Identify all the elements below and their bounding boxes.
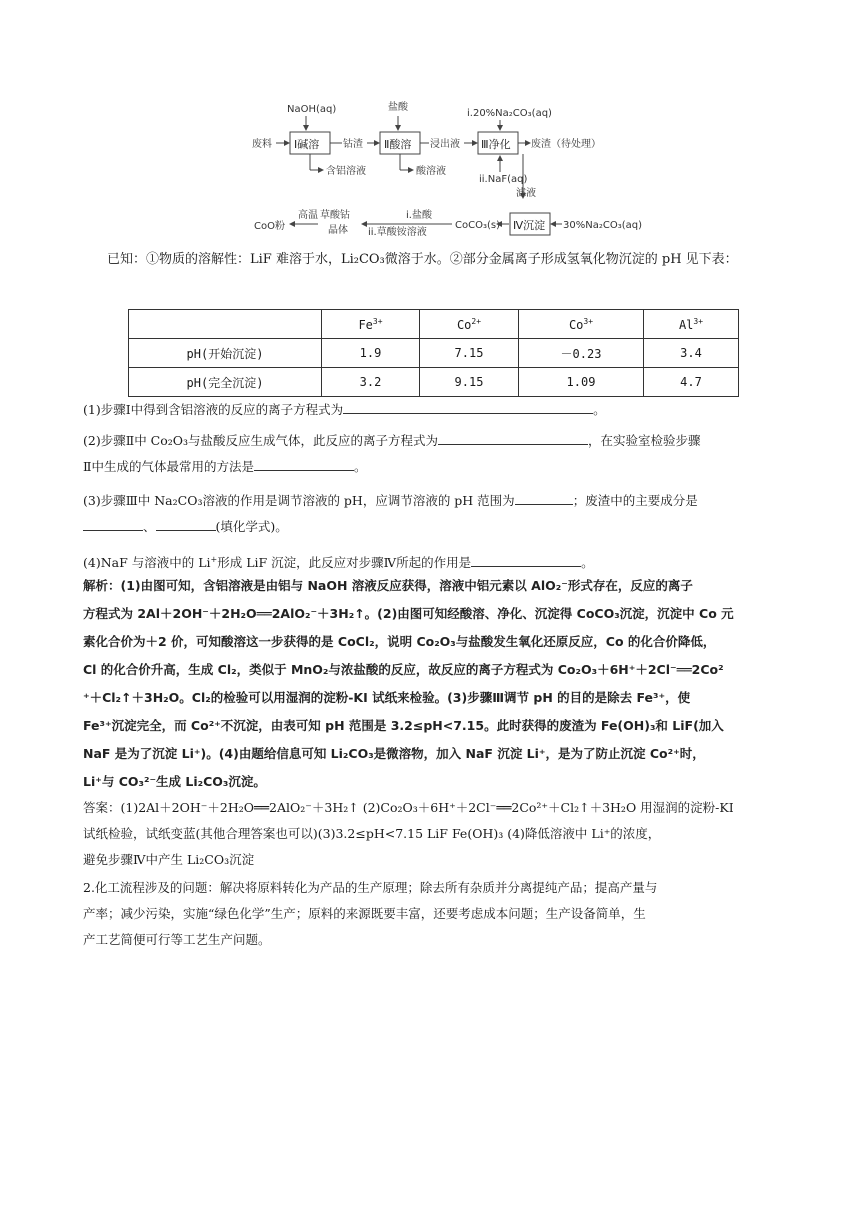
label-waste-residue: 废渣（待处理） — [531, 139, 601, 150]
table-header-cell: $Al^{3+}$ — [644, 310, 739, 339]
analysis-line: Fe³⁺沉淀完全，而 Co²⁺不沉淀，由表可知 pH 范围是 3.2≤pH<7.15。此时获得的废渣为 Fe(OH)₃和 LiF(加入 — [83, 718, 724, 733]
label-filtrate: 滤液 — [516, 188, 536, 199]
answer-blank[interactable] — [83, 516, 143, 531]
answer-line: 试纸检验，试纸变蓝(其他合理答案也可以)(3)3.2≤pH<7.15 LiF Fe(OH)₃ (4)降低溶液中 Li⁺的浓度， — [83, 826, 661, 841]
point-line: 产率；减少污染，实施“绿色化学”生产；原料的来源既要丰富，还要考虑成本问题；生产设备简单，生 — [83, 906, 646, 921]
answer-blank[interactable] — [515, 490, 573, 505]
analysis-line: 方程式为 2Al＋2OH⁻＋2H₂O══2AlO₂⁻＋3H₂↑。(2)由图可知经酸溶、净化、沉淀得 CoCO₃沉淀，沉淀中 Co 元 — [83, 606, 734, 621]
analysis-line: 解析：(1)由图可知，含铝溶液是由铝与 NaOH 溶液反应获得，溶液中铝元素以 AlO₂⁻形式存在，反应的离子 — [83, 578, 693, 593]
answer-line: 避免步骤Ⅳ中产生 Li₂CO₃沉淀 — [83, 852, 255, 867]
answer-line: 答案：(1)2Al＋2OH⁻＋2H₂O══2AlO₂⁻＋3H₂↑ (2)Co₂O₃＋6H⁺＋2Cl⁻══2Co²⁺＋Cl₂↑＋3H₂O 用湿润的淀粉-KI — [83, 800, 734, 815]
section-point-2 — [83, 875, 783, 953]
reagent-na2co3-20: i.20%Na₂CO₃(aq) — [467, 108, 552, 119]
table-header-cell: $Co^{2+}$ — [420, 310, 519, 339]
table-header-row — [129, 310, 739, 339]
analysis-line: 素化合价为＋2 价，可知酸溶这一步获得的是 CoCl₂，说明 Co₂O₃与盐酸发生氧化还原反应，Co 的化合价降低， — [83, 634, 716, 649]
table-row — [129, 368, 739, 397]
reagent-na2co3-30: 30%Na₂CO₃(aq) — [563, 220, 642, 231]
table-cell: 3.4 — [644, 339, 739, 368]
point-line: 产工艺简便可行等工艺生产问题。 — [83, 932, 271, 947]
label-cobalt-residue: 钴渣 — [343, 139, 363, 150]
question-4: (4)NaF 与溶液中的 Li+形成 LiF 沉淀，此反应对步骤Ⅳ所起的作用是 。 — [83, 547, 783, 576]
table-cell: pH(完全沉淀) — [129, 368, 322, 397]
label-coo-powder: CoO粉 — [254, 221, 285, 232]
label-crystal: 晶体 — [328, 225, 348, 236]
reagent-naoh: NaOH(aq) — [287, 104, 337, 115]
table-header-cell: $Fe^{3+}$ — [322, 310, 420, 339]
process-flow-diagram — [0, 0, 860, 240]
known-conditions: 已知：①物质的溶解性：LiF 难溶于水，Li₂CO₃微溶于水。②部分金属离子形成氢氧化物沉淀的 pH 见下表： — [107, 252, 738, 267]
reagent-hcl: 盐酸 — [388, 102, 408, 113]
reagent-hcl-2: i.盐酸 — [406, 210, 432, 221]
step-1-label: Ⅰ碱溶 — [294, 138, 320, 151]
label-coco3: CoCO₃(s) — [455, 220, 500, 231]
table-header-cell: $Co^{3+}$ — [519, 310, 644, 339]
analysis-block — [83, 572, 783, 796]
step-2-label: Ⅱ酸溶 — [384, 138, 412, 151]
label-aluminum-solution: 含铝溶液 — [326, 166, 366, 177]
question-2: (2)步骤Ⅱ中 Co₂O₃与盐酸反应生成气体，此反应的离子方程式为 ，在实验室检验步骤 Ⅱ中生成的气体最常用的方法是 。 — [83, 428, 783, 480]
analysis-line: ⁺＋Cl₂↑＋3H₂O。Cl₂的检验可以用湿润的淀粉-KI 试纸来检验。(3)步骤Ⅲ调节 pH 的目的是除去 Fe³⁺，使 — [83, 690, 691, 705]
answer-blank[interactable] — [471, 552, 581, 567]
reagent-ammonium-oxalate: ii.草酸铵溶液 — [368, 227, 427, 238]
label-cobalt-oxalate: 草酸钴 — [320, 210, 350, 221]
answer-blank[interactable] — [438, 430, 588, 445]
question-1: (1)步骤Ⅰ中得到含铝溶液的反应的离子方程式为 。 — [83, 397, 783, 423]
table-cell: 7.15 — [420, 339, 519, 368]
question-3: (3)步骤Ⅲ中 Na₂CO₃溶液的作用是调节溶液的 pH，应调节溶液的 pH 范围为 ；废渣中的主要成分是 、 (填化学式)。 — [83, 488, 783, 540]
label-acid-solution: 酸溶液 — [416, 166, 446, 177]
table-cell: pH(开始沉淀) — [129, 339, 322, 368]
analysis-line: Cl 的化合价升高，生成 Cl₂，类似于 MnO₂与浓盐酸的反应，故反应的离子方程式为 Co₂O₃＋6H⁺＋2Cl⁻══2Co² — [83, 662, 724, 677]
table-cell: 4.7 — [644, 368, 739, 397]
table-cell: 1.9 — [322, 339, 420, 368]
label-high-temp: 高温 — [298, 210, 318, 221]
answer-blank[interactable] — [254, 456, 354, 471]
table-header-cell — [129, 310, 322, 339]
answer-blank[interactable] — [156, 516, 216, 531]
label-leachate: 浸出液 — [430, 139, 460, 150]
answer-block — [83, 795, 783, 873]
reagent-naf: ii.NaF(aq) — [479, 174, 528, 185]
table-cell: 1.09 — [519, 368, 644, 397]
label-raw-material: 废料 — [252, 139, 272, 150]
table-cell: －0.23 — [519, 339, 644, 368]
step-3-label: Ⅲ净化 — [481, 138, 511, 151]
table-row — [129, 339, 739, 368]
step-4-label: Ⅳ沉淀 — [513, 219, 546, 232]
table-cell: 3.2 — [322, 368, 420, 397]
analysis-line: NaF 是为了沉淀 Li⁺)。(4)由题给信息可知 Li₂CO₃是微溶物，加入 NaF 沉淀 Li⁺，是为了防止沉淀 Co²⁺时， — [83, 746, 705, 761]
table-cell: 9.15 — [420, 368, 519, 397]
ph-table — [128, 309, 739, 397]
analysis-line: Li⁺与 CO₃²⁻生成 Li₂CO₃沉淀。 — [83, 774, 266, 789]
point-line: 2.化工流程涉及的问题：解决将原料转化为产品的生产原理；除去所有杂质并分离提纯产品；提高产量与 — [83, 880, 658, 895]
answer-blank[interactable] — [343, 399, 593, 414]
